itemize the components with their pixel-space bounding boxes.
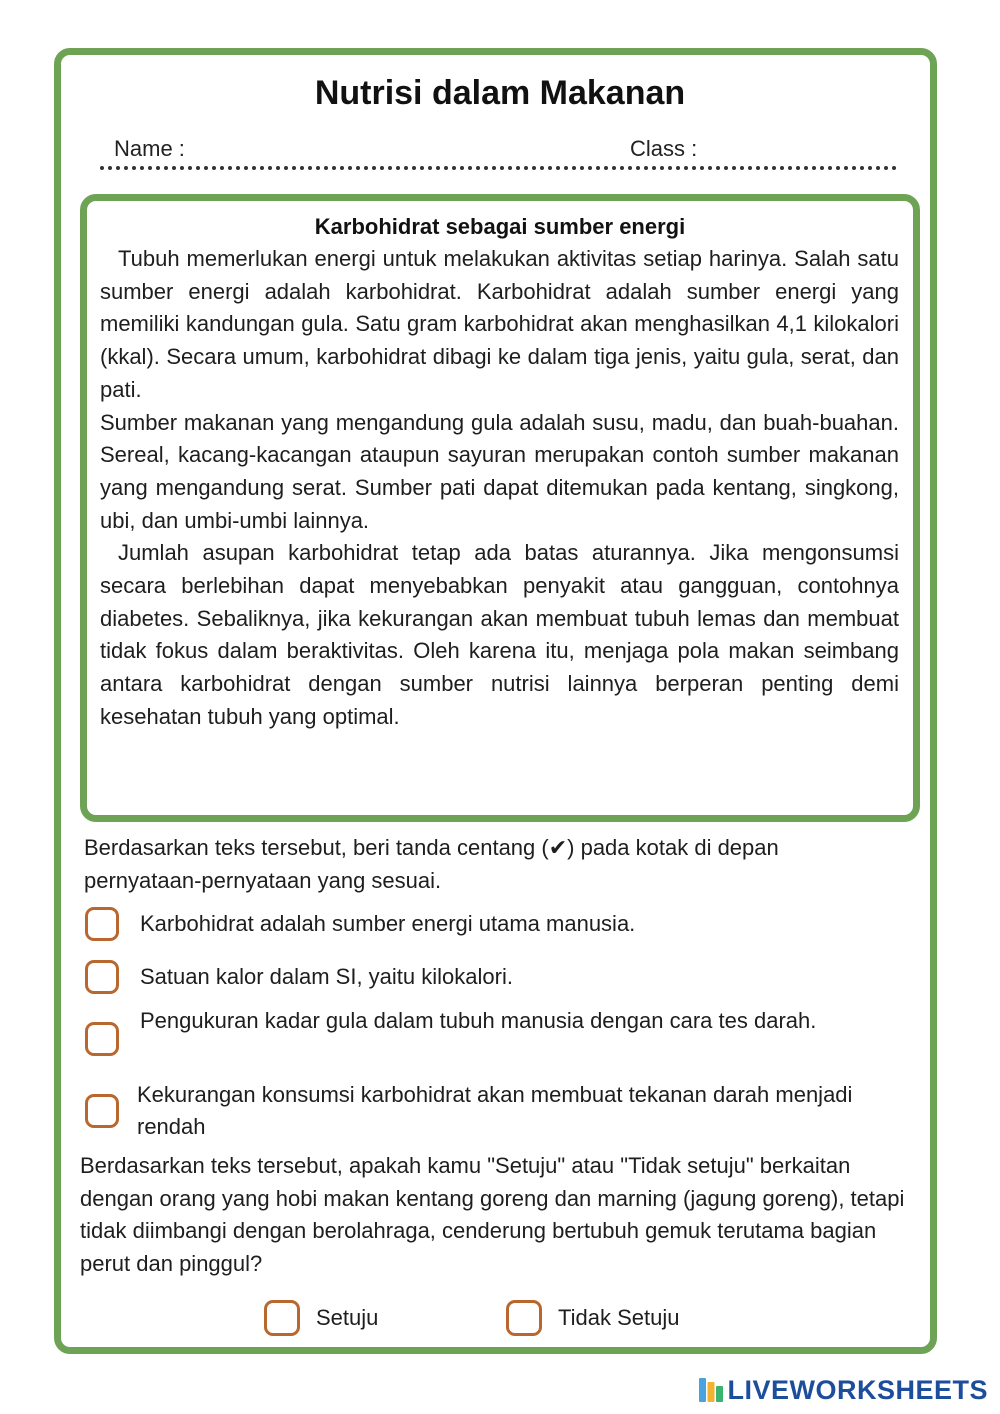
question-1-instruction: Berdasarkan teks tersebut, beri tanda centang (✔) pada kotak di depan pernyataan-pernyataan yang sesuai.: [84, 835, 779, 893]
statement-4-text: Kekurangan konsumsi karbohidrat akan membuat tekanan darah menjadi rendah: [137, 1082, 853, 1139]
disagree-checkbox[interactable]: [506, 1300, 542, 1336]
statement-4-checkbox[interactable]: [85, 1094, 119, 1128]
statement-3-text: Pengukuran kadar gula dalam tubuh manusia dengan cara tes darah.: [140, 1008, 817, 1033]
statement-1-text: Karbohidrat adalah sumber energi utama manusia.: [140, 911, 636, 936]
agree-checkbox[interactable]: [264, 1300, 300, 1336]
disagree-label: Tidak Setuju: [558, 1305, 680, 1330]
name-label: Name :: [114, 136, 185, 161]
agree-label: Setuju: [316, 1305, 379, 1330]
class-label: Class :: [630, 136, 698, 161]
page-title: Nutrisi dalam Makanan: [314, 74, 686, 112]
passage-paragraph-3: Jumlah asupan karbohidrat tetap ada batas aturannya. Jika mengonsumsi secara berlebihan dapat menyebabkan penyakit atau gangguan, contohnya diabetes. Sebaliknya, jika kekurangan akan membuat tubuh lemas dan membuat tidak fokus dalam beraktivitas. Oleh karena itu, menjaga pola makan seimbang antara karbohidrat dengan sumber nutrisi lainnya berperan penting demi kesehatan tubuh yang optimal.: [100, 540, 899, 729]
liveworksheets-logo-icon: [699, 1378, 723, 1402]
statement-2-text: Satuan kalor dalam SI, yaitu kilokalori.: [140, 964, 513, 989]
brand-name: LIVEWORKSHEETS: [727, 1374, 988, 1405]
reading-passage: [100, 243, 899, 734]
statement-1-checkbox[interactable]: [85, 907, 119, 941]
liveworksheets-brand: [699, 1374, 988, 1406]
passage-paragraph-2: Sumber makanan yang mengandung gula adalah susu, madu, dan buah-buahan. Sereal, kacang-kacangan ataupun sayuran merupakan contoh sumber makanan yang mengandung serat. Sumber pati dapat ditemukan pada kentang, singkong, ubi, dan umbi-umbi lainnya.: [100, 409, 899, 533]
statement-3-checkbox[interactable]: [85, 1022, 119, 1056]
question-2-prompt: Berdasarkan teks tersebut, apakah kamu "Setuju" atau "Tidak setuju" berkaitan dengan orang yang hobi makan kentang goreng dan marning (jagung goreng), tetapi tidak diimbangi dengan berolahraga, cenderung bertubuh gemuk terutama bagian perut dan pinggul?: [80, 1153, 905, 1276]
statement-2-checkbox[interactable]: [85, 960, 119, 994]
name-class-dotted-line: [100, 166, 897, 170]
passage-paragraph-1: Tubuh memerlukan energi untuk melakukan aktivitas setiap harinya. Salah satu sumber energi adalah karbohidrat. Karbohidrat adalah sumber energi yang memiliki kandungan gula. Satu gram karbohidrat akan menghasilkan 4,1 kilokalori (kkal). Secara umum, karbohidrat dibagi ke dalam tiga jenis, yaitu gula, serat, dan pati.: [100, 246, 899, 402]
passage-title: Karbohidrat sebagai sumber energi: [314, 214, 686, 239]
